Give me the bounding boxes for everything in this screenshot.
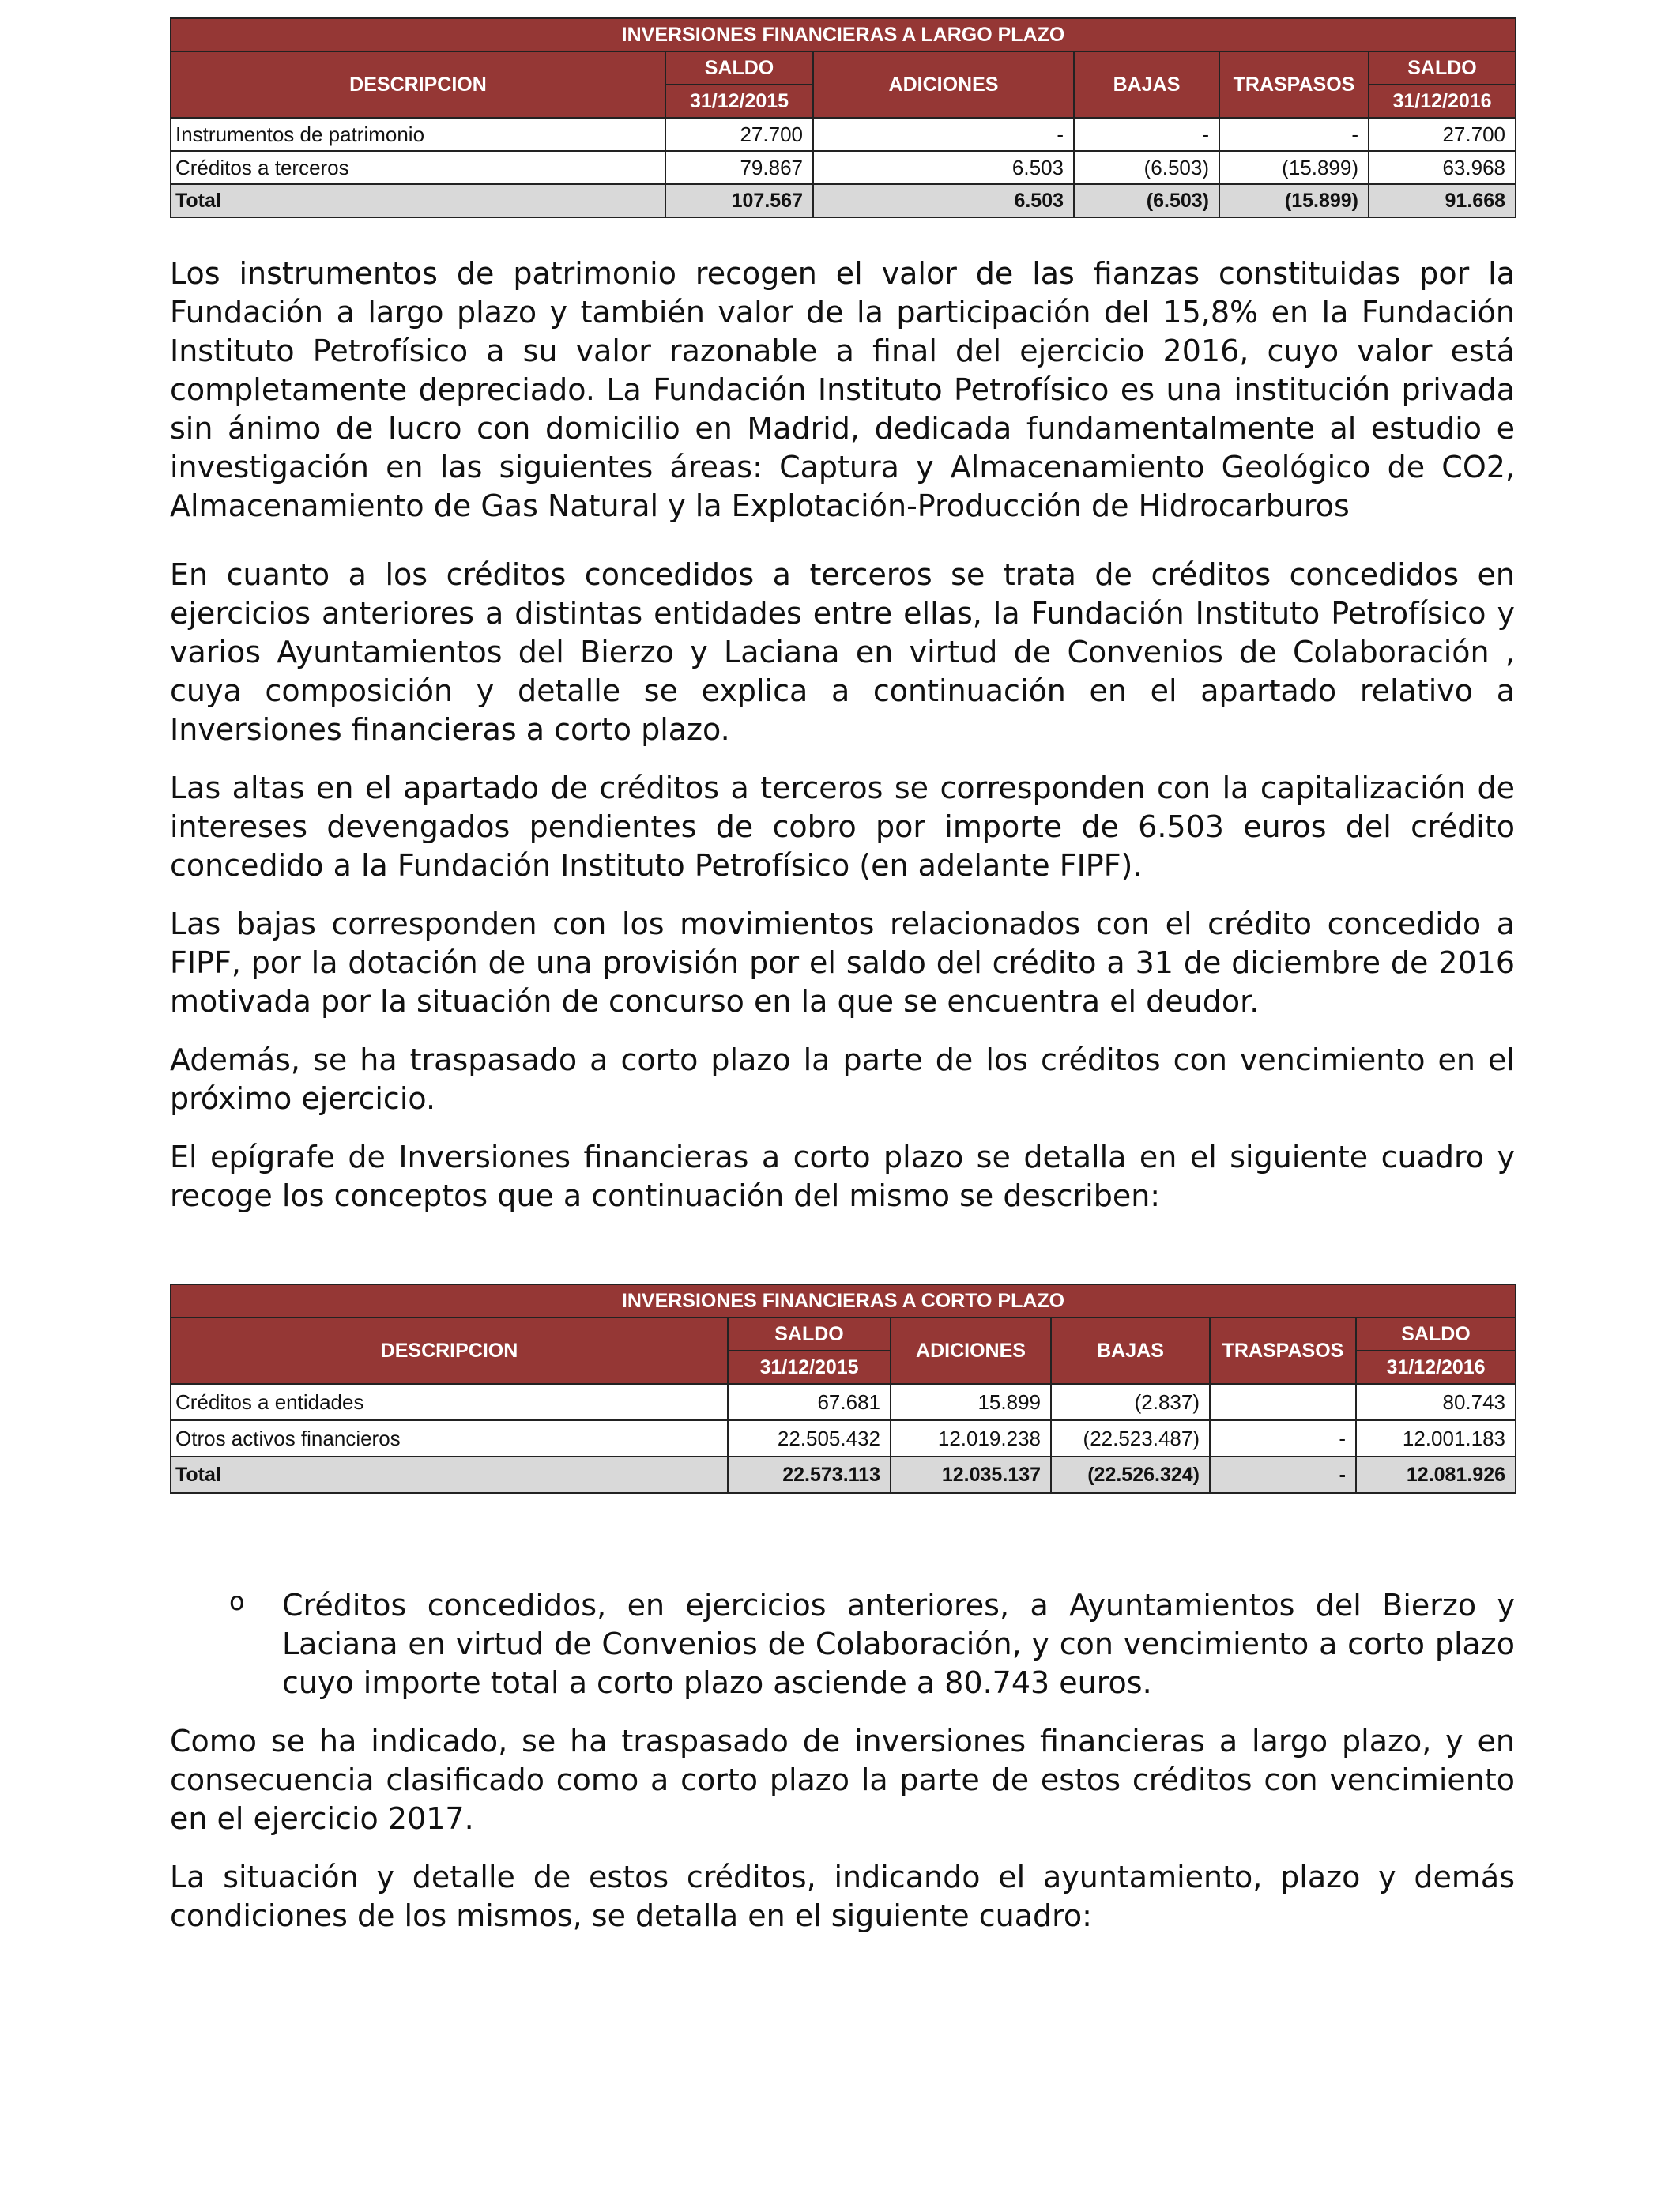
col-adiciones: ADICIONES	[891, 1318, 1051, 1384]
row-saldo-2015: 79.867	[665, 151, 813, 184]
row-saldo-2016: 80.743	[1356, 1384, 1516, 1420]
paragraph-traspaso-2017: Como se ha indicado, se ha traspasado de inversiones financieras a largo plazo, y en consecuencia clasificado como a corto plazo la parte de estos créditos con vencimiento en el ejercicio 2017.	[170, 1724, 1515, 1836]
total-bajas: (6.503)	[1074, 184, 1219, 217]
row-desc: Instrumentos de patrimonio	[171, 118, 665, 151]
row-traspasos: (15.899)	[1219, 151, 1369, 184]
row-traspasos	[1210, 1384, 1356, 1420]
total-adiciones: 6.503	[813, 184, 1074, 217]
row-saldo-2015: 27.700	[665, 118, 813, 151]
total-row	[171, 1457, 1516, 1493]
row-adiciones: 15.899	[891, 1384, 1051, 1420]
row-bajas: -	[1074, 118, 1219, 151]
table-row	[171, 1384, 1516, 1420]
col-saldo-2016-top: SALDO	[1369, 51, 1516, 85]
total-saldo-2016: 12.081.926	[1356, 1457, 1516, 1493]
row-traspasos: -	[1210, 1420, 1356, 1457]
table-row	[171, 118, 1516, 151]
col-traspasos: TRASPASOS	[1210, 1318, 1356, 1384]
row-bajas: (2.837)	[1051, 1384, 1210, 1420]
col-adiciones: ADICIONES	[813, 51, 1074, 118]
col-saldo-2016-top: SALDO	[1356, 1318, 1516, 1351]
col-traspasos: TRASPASOS	[1219, 51, 1369, 118]
paragraph-instrumentos: Los instrumentos de patrimonio recogen el valor de las fianzas constituidas por la Fundación a largo plazo y también valor de la participación del 15,8% en la Fundación Instituto Petrofísico a su valor razonable a final del ejercicio 2016, cuyo valor está completamente depreciado. La Fundación Instituto Petrofísico es una institución privada sin ánimo de lucro con domicilio en Madrid, dedicada fundamentalmente al estudio e investigación en las siguientes áreas: Captura y Almacenamiento Geológico de CO2, Almacenamiento de Gas Natural y la Explotación-Producción de Hidrocarburos	[170, 256, 1515, 523]
paragraph-situacion: La situación y detalle de estos créditos, indicando el ayuntamiento, plazo y demás condiciones de los mismos, se detalla en el siguiente cuadro:	[170, 1860, 1515, 1933]
col-saldo-2015-top: SALDO	[728, 1318, 891, 1351]
total-label: Total	[171, 184, 665, 217]
total-saldo-2015: 22.573.113	[728, 1457, 891, 1493]
row-saldo-2016: 12.001.183	[1356, 1420, 1516, 1457]
col-saldo-2015-top: SALDO	[665, 51, 813, 85]
paragraph-altas: Las altas en el apartado de créditos a terceros se corresponden con la capitalización de intereses devengados pendientes de cobro por importe de 6.503 euros del crédito concedido a la Fundación Instituto Petrofísico (en adelante FIPF).	[170, 771, 1515, 883]
table-title: INVERSIONES FINANCIERAS A CORTO PLAZO	[171, 1284, 1516, 1318]
row-desc: Créditos a entidades	[171, 1384, 728, 1420]
total-saldo-2015: 107.567	[665, 184, 813, 217]
table-row	[171, 1420, 1516, 1457]
col-saldo-2016-date: 31/12/2016	[1369, 85, 1516, 118]
row-adiciones: 6.503	[813, 151, 1074, 184]
paragraph-epigrafe: El epígrafe de Inversiones financieras a corto plazo se detalla en el siguiente cuadro y recoge los conceptos que a continuación del mismo se describen:	[170, 1140, 1515, 1213]
short-term-investments-table	[170, 1284, 1516, 1494]
bullet-marker: o	[229, 1586, 245, 1616]
col-descripcion: DESCRIPCION	[171, 51, 665, 118]
row-desc: Créditos a terceros	[171, 151, 665, 184]
total-bajas: (22.526.324)	[1051, 1457, 1210, 1493]
row-saldo-2015: 67.681	[728, 1384, 891, 1420]
row-bajas: (6.503)	[1074, 151, 1219, 184]
total-traspasos: (15.899)	[1219, 184, 1369, 217]
total-adiciones: 12.035.137	[891, 1457, 1051, 1493]
total-row	[171, 184, 1516, 217]
table-row	[171, 151, 1516, 184]
paragraph-creditos: En cuanto a los créditos concedidos a terceros se trata de créditos concedidos en ejercicios anteriores a distintas entidades entre ellas, la Fundación Instituto Petrofísico y varios Ayuntamientos del Bierzo y Laciana en virtud de Convenios de Colaboración , cuya composición y detalle se explica a continuación en el apartado relativo a Inversiones financieras a corto plazo.	[170, 557, 1515, 747]
paragraph-bajas: Las bajas corresponden con los movimientos relacionados con el crédito concedido a FIPF, por la dotación de una provisión por el saldo del crédito a 31 de diciembre de 2016 motivada por la situación de concurso en la que se encuentra el deudor.	[170, 907, 1515, 1019]
row-adiciones: 12.019.238	[891, 1420, 1051, 1457]
col-saldo-2015-date: 31/12/2015	[728, 1351, 891, 1384]
row-saldo-2016: 63.968	[1369, 151, 1516, 184]
row-bajas: (22.523.487)	[1051, 1420, 1210, 1457]
col-bajas: BAJAS	[1051, 1318, 1210, 1384]
long-term-investments-table	[170, 17, 1516, 218]
table-title: INVERSIONES FINANCIERAS A LARGO PLAZO	[171, 18, 1516, 51]
row-traspasos: -	[1219, 118, 1369, 151]
col-saldo-2015-date: 31/12/2015	[665, 85, 813, 118]
col-saldo-2016-date: 31/12/2016	[1356, 1351, 1516, 1384]
document-page	[170, 17, 1515, 1936]
bullet-text: Créditos concedidos, en ejercicios anteriores, a Ayuntamientos del Bierzo y Laciana en virtud de Convenios de Colaboración, y con vencimiento a corto plazo cuyo importe total a corto plazo asciende a 80.743 euros.	[282, 1588, 1515, 1700]
row-saldo-2015: 22.505.432	[728, 1420, 891, 1457]
row-saldo-2016: 27.700	[1369, 118, 1516, 151]
bullet-item	[170, 1586, 1515, 1702]
row-desc: Otros activos financieros	[171, 1420, 728, 1457]
total-label: Total	[171, 1457, 728, 1493]
row-adiciones: -	[813, 118, 1074, 151]
paragraph-traspaso: Además, se ha traspasado a corto plazo la parte de los créditos con vencimiento en el próximo ejercicio.	[170, 1042, 1515, 1116]
total-saldo-2016: 91.668	[1369, 184, 1516, 217]
col-bajas: BAJAS	[1074, 51, 1219, 118]
total-traspasos: -	[1210, 1457, 1356, 1493]
col-descripcion: DESCRIPCION	[171, 1318, 728, 1384]
